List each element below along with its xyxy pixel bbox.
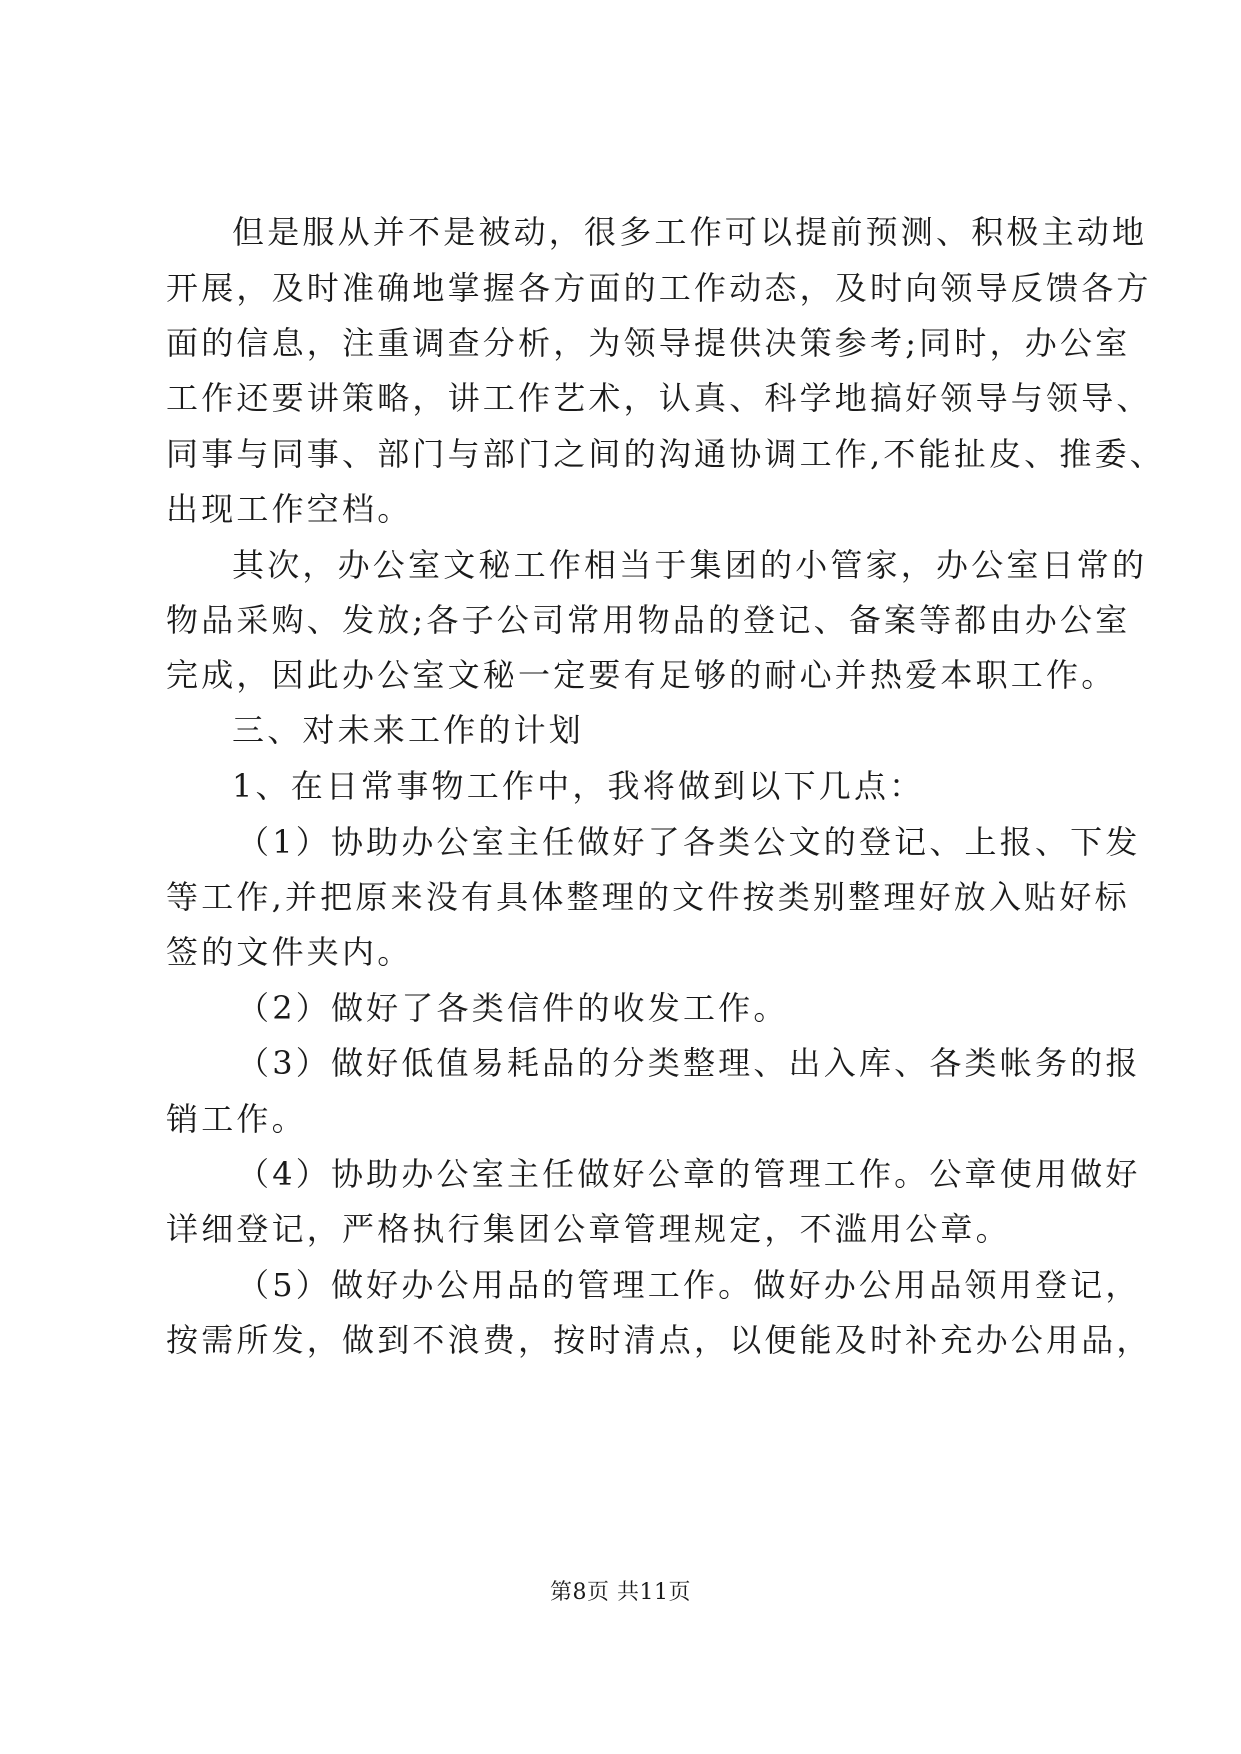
section-heading: 三、对未来工作的计划 (232, 711, 585, 749)
text-line: 同事与同事、部门与部门之间的沟通协调工作,不能扯皮、推委、 (166, 435, 1165, 473)
text-line: （2）做好了各类信件的收发工作。 (237, 989, 789, 1027)
text-line: 详细登记，严格执行集团公章管理规定，不滥用公章。 (166, 1210, 1011, 1248)
text-line: 按需所发，做到不浪费，按时清点，以便能及时补充办公用品， (166, 1321, 1152, 1359)
text-line: 其次，办公室文秘工作相当于集团的小管家，办公室日常的 (232, 546, 1148, 584)
text-line: （4）协助办公室主任做好公章的管理工作。公章使用做好 (237, 1155, 1141, 1193)
text-line: 1、在日常事物工作中，我将做到以下几点： (232, 767, 925, 805)
text-line: 工作还要讲策略，讲工作艺术，认真、科学地搞好领导与领导、 (166, 379, 1152, 417)
text-line: 但是服从并不是被动，很多工作可以提前预测、积极主动地 (232, 213, 1148, 251)
text-line: 销工作。 (166, 1100, 307, 1138)
text-line: 出现工作空档。 (166, 490, 413, 528)
text-line: 签的文件夹内。 (166, 933, 413, 971)
text-line: （3）做好低值易耗品的分类整理、出入库、各类帐务的报 (237, 1044, 1141, 1082)
page-number-footer: 第8页 共11页 (550, 1580, 691, 1605)
text-line: 物品采购、发放;各子公司常用物品的登记、备案等都由办公室 (166, 601, 1131, 639)
text-line: 完成，因此办公室文秘一定要有足够的耐心并热爱本职工作。 (166, 656, 1117, 694)
text-line: 面的信息，注重调查分析，为领导提供决策参考;同时，办公室 (166, 324, 1131, 362)
text-line: 等工作,并把原来没有具体整理的文件按类别整理好放入贴好标 (166, 878, 1130, 916)
text-line: （5）做好办公用品的管理工作。做好办公用品领用登记， (237, 1266, 1141, 1304)
text-line: 开展，及时准确地掌握各方面的工作动态，及时向领导反馈各方 (166, 269, 1152, 307)
text-line: （1）协助办公室主任做好了各类公文的登记、上报、下发 (237, 823, 1141, 861)
